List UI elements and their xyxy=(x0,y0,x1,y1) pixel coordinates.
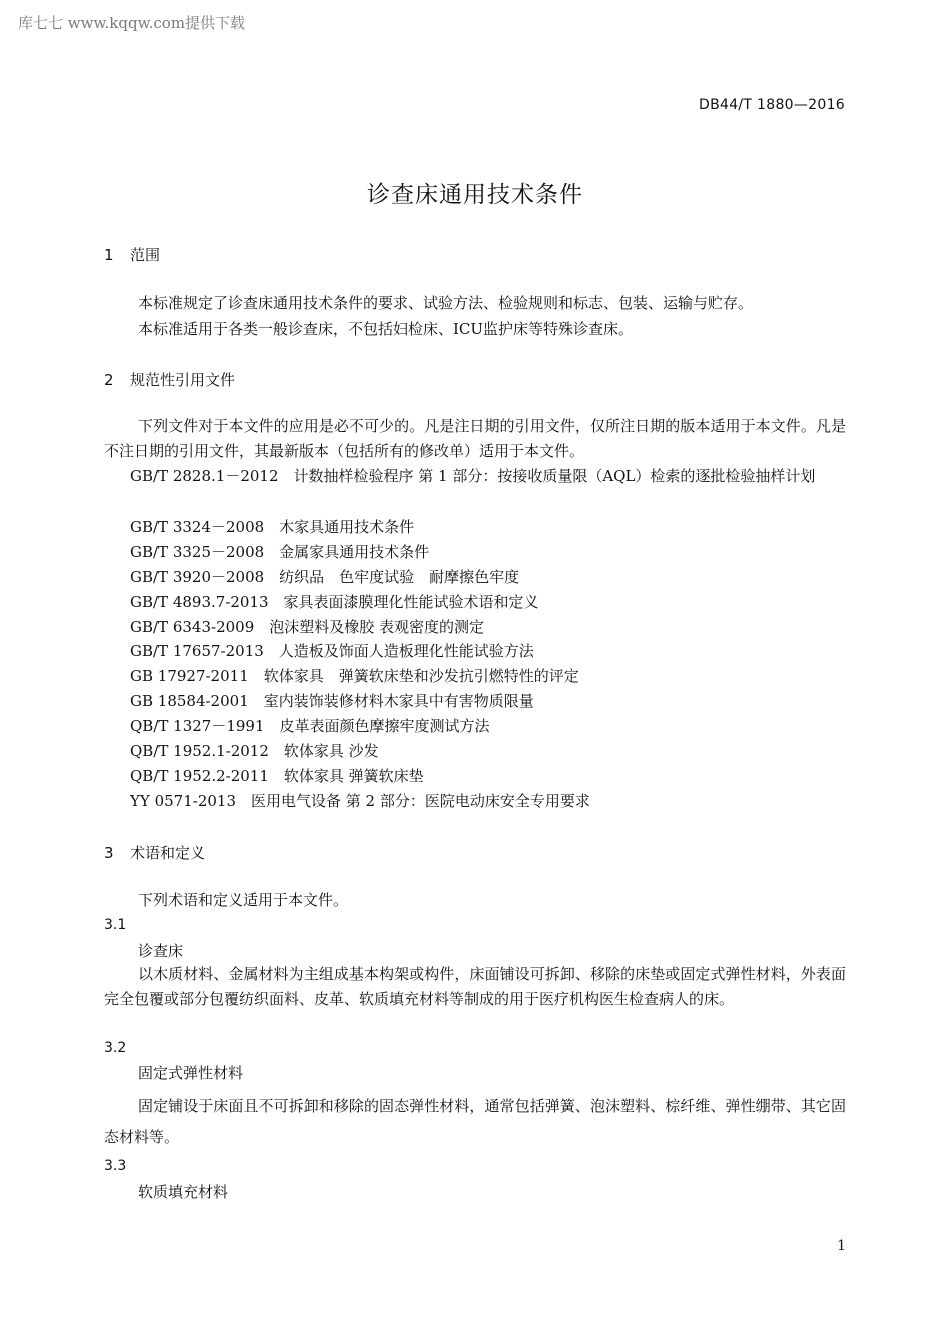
reference-item: GB/T 6343-2009 泡沫塑料及橡胶 表观密度的测定 xyxy=(130,618,485,636)
reference-item: YY 0571-2013 医用电气设备 第 2 部分：医院电动床安全专用要求 xyxy=(130,792,590,810)
normative-intro: 下列文件对于本文件的应用是必不可少的。凡是注日期的引用文件，仅所注日期的版本适用于本文件。凡是不注日期的引用文件，其最新版本（包括所有的修改单）适用于本文件。 xyxy=(104,417,846,460)
reference-item: GB/T 2828.1－2012 计数抽样检验程序 第 1 部分：按接收质量限（AQL）检索的逐批检验抽样计划 xyxy=(130,467,816,485)
section-2-heading xyxy=(104,369,235,390)
terms-intro: 下列术语和定义适用于本文件。 xyxy=(138,891,349,909)
section-number: 2 xyxy=(104,371,114,389)
reference-item: GB 17927-2011 软体家具 弹簧软床垫和沙发抗引燃特性的评定 xyxy=(130,667,579,685)
reference-item: GB/T 3324－2008 木家具通用技术条件 xyxy=(130,518,415,536)
term-title: 诊查床 xyxy=(138,942,184,960)
reference-item: GB 18584-2001 室内装饰装修材料木家具中有害物质限量 xyxy=(130,692,534,710)
clause-number: 3.3 xyxy=(104,1158,127,1174)
reference-item: QB/T 1952.2-2011 软体家具 弹簧软床垫 xyxy=(130,767,424,785)
watermark-text: 库七七 www.kqqw.com提供下载 xyxy=(18,14,246,32)
page-title: 诊查床通用技术条件 xyxy=(367,182,583,208)
clause-number: 3.1 xyxy=(104,917,127,933)
term-definition: 以木质材料、金属材料为主组成基本构架或构件，床面铺设可拆卸、移除的床垫或固定式弹性材料，外表面完全包覆或部分包覆纺织面料、皮革、软质填充材料等制成的用于医疗机构医生检查病人的床。 xyxy=(104,965,846,1008)
section-title: 范围 xyxy=(130,246,161,264)
document-number: DB44/T 1880—2016 xyxy=(699,97,845,113)
term-definition: 固定铺设于床面且不可拆卸和移除的固态弹性材料，通常包括弹簧、泡沫塑料、棕纤维、弹性绷带、其它固态材料等。 xyxy=(104,1097,846,1146)
section-number: 3 xyxy=(104,844,114,862)
section-1-heading xyxy=(104,244,160,265)
section-title: 术语和定义 xyxy=(130,844,206,862)
reference-item: GB/T 4893.7-2013 家具表面漆膜理化性能试验术语和定义 xyxy=(130,593,539,611)
clause-number: 3.2 xyxy=(104,1040,127,1056)
reference-item: QB/T 1327－1991 皮革表面颜色摩擦牢度测试方法 xyxy=(130,717,490,735)
scope-paragraph-2: 本标准适用于各类一般诊查床，不包括妇检床、ICU监护床等特殊诊查床。 xyxy=(138,320,634,338)
term-title: 固定式弹性材料 xyxy=(138,1064,244,1082)
reference-item: GB/T 3325－2008 金属家具通用技术条件 xyxy=(130,543,430,561)
scope-paragraph-1: 本标准规定了诊查床通用技术条件的要求、试验方法、检验规则和标志、包装、运输与贮存。 xyxy=(138,294,754,312)
term-title: 软质填充材料 xyxy=(138,1183,229,1201)
section-3-heading xyxy=(104,842,205,863)
reference-item: QB/T 1952.1-2012 软体家具 沙发 xyxy=(130,742,379,760)
section-number: 1 xyxy=(104,246,114,264)
reference-item: GB/T 17657-2013 人造板及饰面人造板理化性能试验方法 xyxy=(130,642,534,660)
page-number: 1 xyxy=(837,1238,846,1254)
section-title: 规范性引用文件 xyxy=(130,371,236,389)
reference-item: GB/T 3920－2008 纺织品 色牢度试验 耐摩擦色牢度 xyxy=(130,568,520,586)
